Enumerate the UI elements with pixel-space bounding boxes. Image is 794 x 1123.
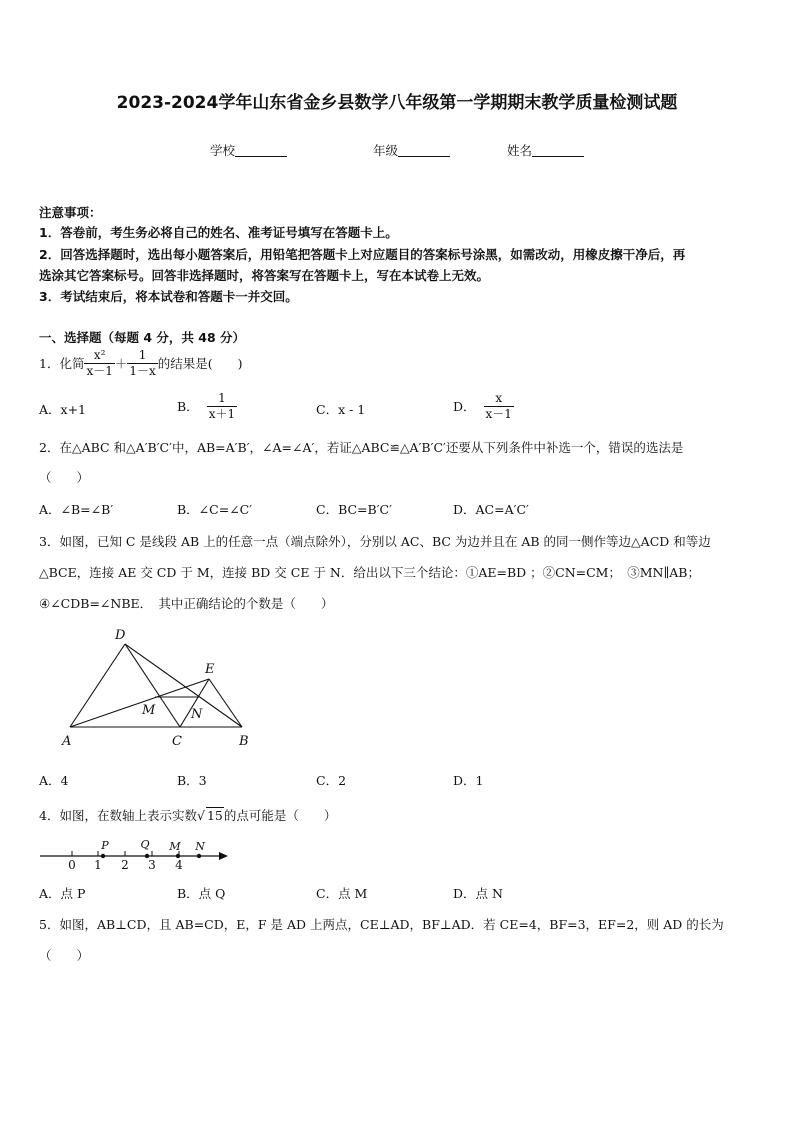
- point-n: [197, 854, 201, 858]
- q3-figure: [58, 620, 258, 755]
- school-label: 学校: [210, 143, 236, 158]
- q1-option-b-fraction: $\frac{1}{x+1}$: [208, 391, 236, 421]
- number-line-figure: [38, 836, 233, 872]
- school-field: [210, 141, 287, 159]
- q2-option-a: A．∠B=∠B′: [39, 502, 114, 517]
- point-label: Q: [140, 838, 150, 851]
- notice-item: 2．回答选择题时，选出每小题答案后，用铅笔把答题卡上对应题目的答案标号涂黑，如需改动，用橡皮擦干净后，再: [39, 247, 686, 262]
- q4-option-a: A．点 P: [39, 886, 86, 901]
- question-4: [39, 806, 336, 824]
- question-1: [39, 349, 243, 377]
- q1-option-d-fraction: $\frac{x}{x-1}$: [485, 391, 512, 421]
- notice-heading: 注意事项：: [39, 205, 102, 220]
- q1-plus: ＋: [114, 356, 128, 372]
- q5-stem-cont: （ ）: [39, 948, 90, 963]
- tick-label: 3: [148, 858, 156, 872]
- q4-option-b: B．点 Q: [177, 886, 226, 901]
- grade-blank: [398, 144, 450, 157]
- tick-label: 4: [175, 858, 183, 872]
- q2-option-d: D．AC=A′C′: [453, 502, 529, 517]
- q2-stem-cont: （ ）: [39, 470, 90, 485]
- name-blank: [532, 144, 584, 157]
- grade-field: [373, 141, 450, 159]
- q1-option-b: B． $\frac{1}{x+1}$: [177, 391, 236, 421]
- notice-item: 1．答卷前，考生务必将自己的姓名、准考证号填写在答题卡上。: [39, 225, 398, 240]
- tick-label: 0: [68, 858, 76, 872]
- grade-label: 年级: [373, 143, 399, 158]
- section-heading: 一、选择题（每题 4 分，共 48 分）: [39, 330, 246, 345]
- q3-stem-cont: △BCE，连接 AE 交 CD 于 M，连接 BD 交 CE 于 N．给出以下三个结论：①AE=BD ；②CN=CM； ③MN∥AB；: [39, 565, 700, 580]
- q2-option-b: B．∠C=∠C′: [177, 502, 253, 517]
- q5-stem: 5．如图，AB⊥CD，且 AB=CD，E，F 是 AD 上两点，CE⊥AD，BF⊥AD．若 CE=4，BF=3，EF=2，则 AD 的长为: [39, 917, 724, 932]
- q3-stem: 3．如图，已知 C 是线段 AB 上的任意一点（端点除外），分别以 AC、BC 为边并且在 AB 的同一侧作等边△ACD 和等边: [39, 534, 711, 549]
- q4-sqrt-value: 15: [206, 808, 223, 823]
- segment-ae: [70, 679, 209, 727]
- point-label: M: [169, 840, 181, 853]
- notice-item: 选涂其它答案标号。回答非选择题时，将答案写在答题卡上，写在本试卷上无效。: [39, 268, 490, 283]
- figure-label-c: C: [172, 734, 182, 749]
- tick-label: 2: [121, 858, 129, 872]
- segment-ad: [70, 644, 125, 727]
- point-label: N: [195, 840, 205, 853]
- name-field: [507, 141, 584, 159]
- segment-eb: [209, 679, 242, 727]
- q2-option-c: C．BC=B′C′: [316, 502, 392, 517]
- school-blank: [235, 144, 287, 157]
- q3-stem-cont: ④∠CDB=∠NBE． 其中正确结论的个数是（ ）: [39, 596, 334, 611]
- figure-label-n: N: [191, 707, 203, 722]
- q4-option-c: C．点 M: [316, 886, 368, 901]
- q1-option-a: A．x+1: [39, 402, 87, 417]
- q4-prefix: 4．如图，在数轴上表示实数: [39, 808, 197, 823]
- figure-label-d: D: [115, 628, 126, 643]
- q3-option-c: C．2: [316, 773, 347, 788]
- figure-label-b: B: [239, 734, 249, 749]
- point-label: P: [101, 839, 109, 852]
- q4-suffix: 的点可能是（ ）: [223, 808, 337, 823]
- sqrt-icon: √: [196, 808, 205, 823]
- tick-label: 1: [94, 858, 102, 872]
- q3-option-b: B．3: [177, 773, 207, 788]
- page-title: 2023-2024学年山东省金乡县数学八年级第一学期期末教学质量检测试题: [116, 93, 678, 113]
- q1-option-d: D． $\frac{x}{x-1}$: [453, 391, 512, 421]
- q1-option-c: C．x - 1: [316, 402, 366, 417]
- name-label: 姓名: [507, 143, 533, 158]
- q1-prefix: 1．化简: [39, 356, 85, 372]
- q3-option-a: A．4: [39, 773, 69, 788]
- q2-stem: 2．在△ABC 和△A′B′C′中，AB=A′B′，∠A=∠A′，若证△ABC≌△A′B′C′还要从下列条件中补选一个，错误的选法是: [39, 440, 684, 455]
- q1-fraction-1: $\frac{\text{x²}}{x-1}$: [86, 348, 113, 378]
- notice-item: 3．考试结束后，将本试卷和答题卡一并交回。: [39, 289, 298, 304]
- q1-fraction-2: $\frac{1}{1-x}$: [129, 348, 156, 378]
- figure-label-a: A: [62, 734, 72, 749]
- q4-option-d: D．点 N: [453, 886, 503, 901]
- figure-label-m: M: [142, 703, 156, 718]
- arrow-right-icon: [219, 852, 228, 860]
- q1-suffix: 的结果是( ): [157, 356, 243, 372]
- figure-label-e: E: [205, 662, 215, 677]
- q3-option-d: D．1: [453, 773, 484, 788]
